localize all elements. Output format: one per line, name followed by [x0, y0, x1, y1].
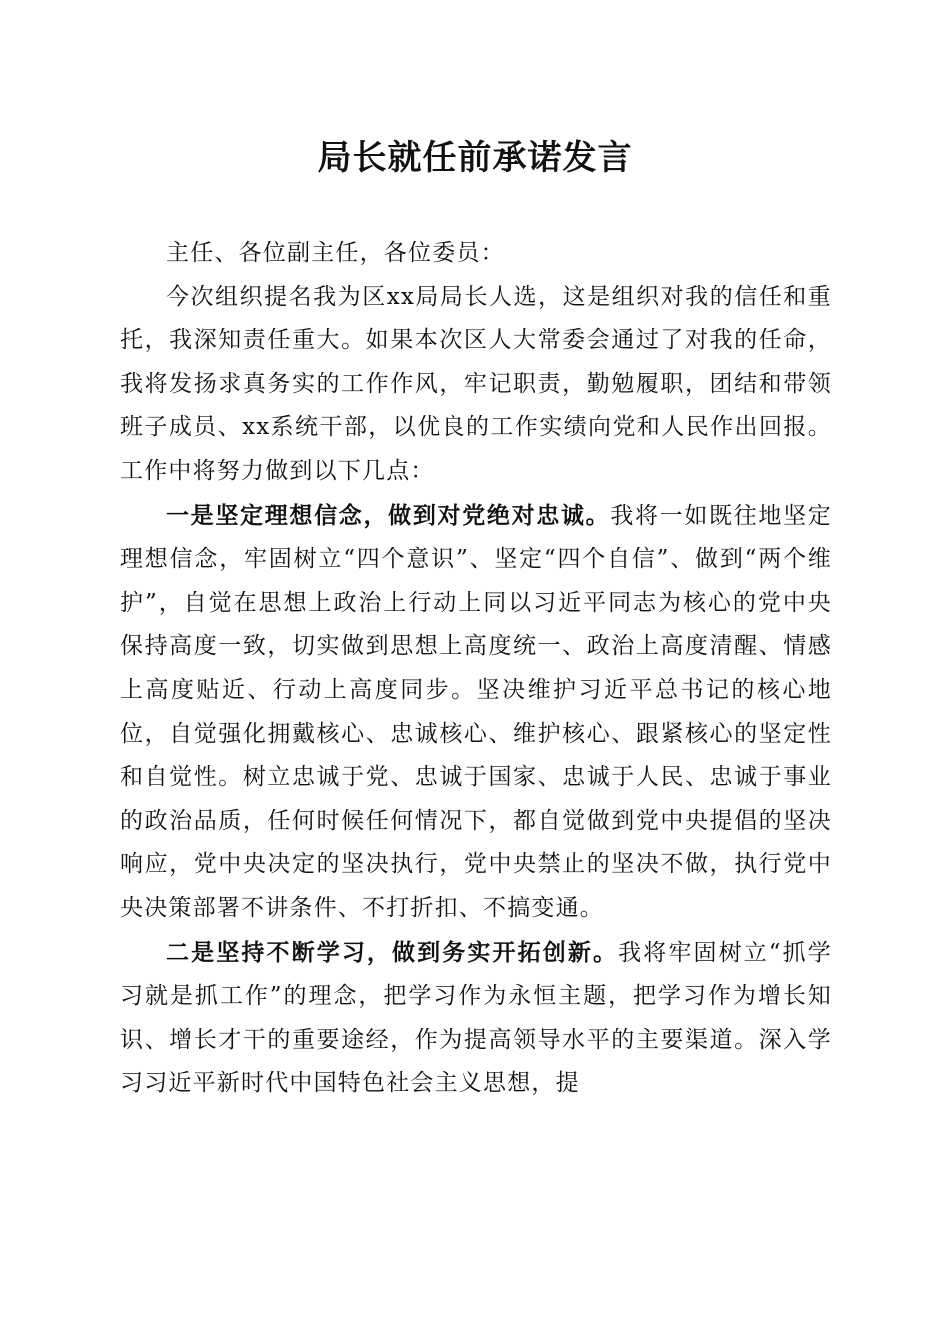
point-paragraph-2 [120, 931, 832, 1106]
point-lead-1: 一是坚定理想信念，做到对党绝对忠诚。 [166, 501, 611, 529]
intro-paragraph: 今次组织提名我为区xx局局长人选，这是组织对我的信任和重托，我深知责任重大。如果本次区人大常委会通过了对我的任命，我将发扬求真务实的工作作风，牢记职责，勤勉履职，团结和带领班子成员、xx系统干部，以优良的工作实绩向党和人民作出回报。工作中将努力做到以下几点： [120, 283, 832, 484]
point-lead-2: 二是坚持不断学习，做到务实开拓创新。 [166, 938, 619, 966]
point-paragraph-1 [120, 494, 832, 931]
document-body [120, 232, 832, 1106]
point-text-1: 我将一如既往地坚定理想信念，牢固树立“四个意识”、坚定“四个自信”、做到“两个维护”，自觉在思想上政治上行动上同以习近平同志为核心的党中央保持高度一致，切实做到思想上高度统一、政治上高度清醒、情感上高度贴近、行动上高度同步。坚决维护习近平总书记的核心地位，自觉强化拥戴核心、忠诚核心、维护核心、跟紧核心的坚定性和自觉性。树立忠诚于党、忠诚于国家、忠诚于人民、忠诚于事业的政治品质，任何时候任何情况下，都自觉做到党中央提倡的坚决响应，党中央决定的坚决执行，党中央禁止的坚决不做，执行党中央决策部署不讲条件、不打折扣、不搞变通。 [120, 502, 832, 921]
salutation: 主任、各位副主任，各位委员： [166, 240, 505, 266]
point-text-2: 我将牢固树立“抓学习就是抓工作”的理念，把学习作为永恒主题，把学习作为增长知识、增长才干的重要途经，作为提高领导水平的主要渠道。深入学习习近平新时代中国特色社会主义思想，提 [120, 939, 832, 1097]
document-title: 局长就任前承诺发言 [317, 138, 633, 178]
